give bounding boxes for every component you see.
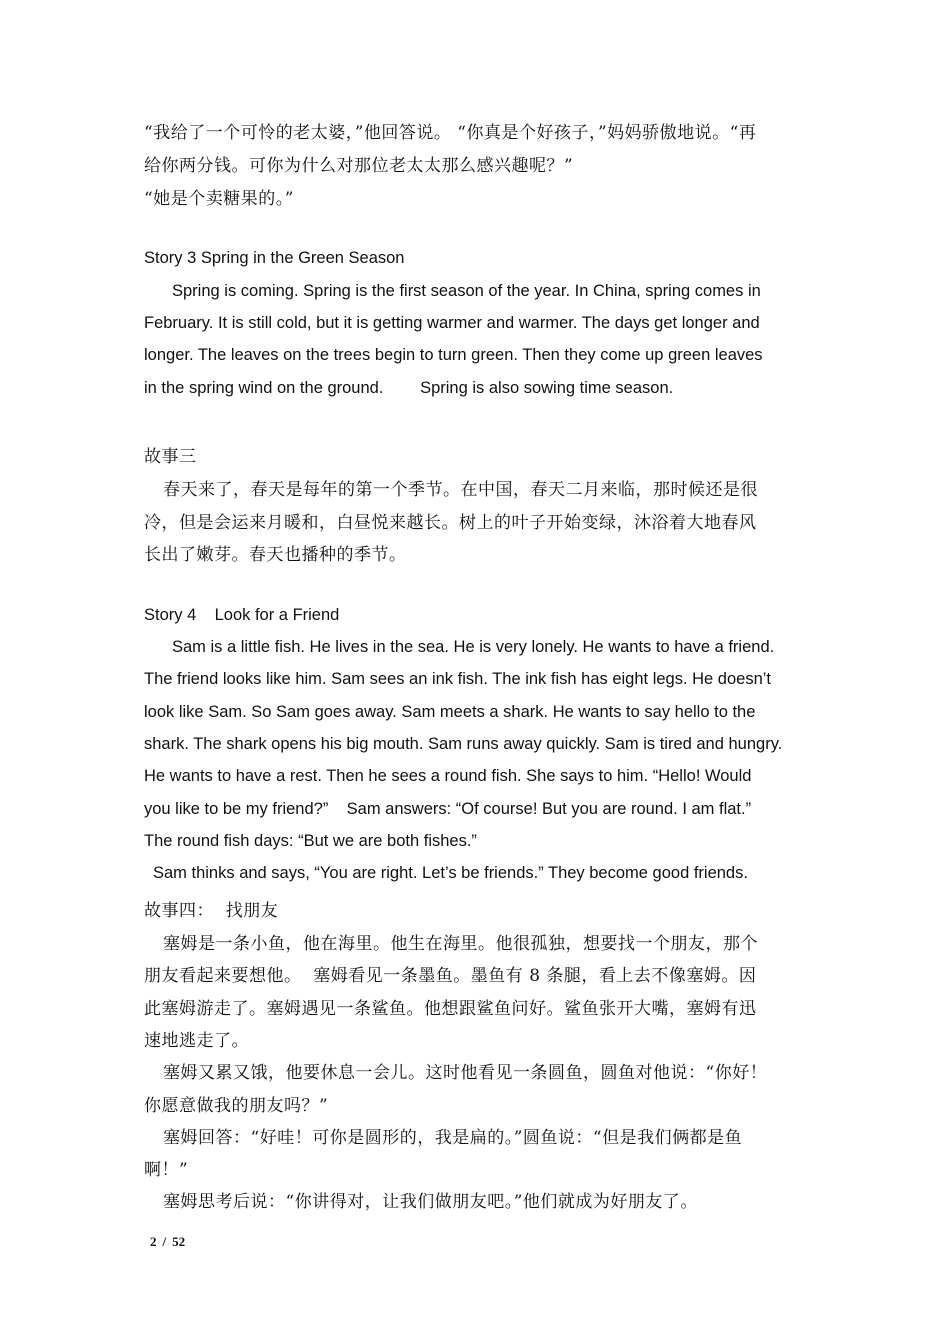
- story3-cn-line: 冷，但是会运来月暖和，白昼悦来越长。树上的叶子开始变绿，沐浴着大地春风: [144, 513, 757, 533]
- story4-cn-line: 塞姆又累又饿，他要休息一会儿。这时他看见一条圆鱼，圆鱼对他说：“你好！: [163, 1063, 768, 1083]
- story3-cn-line: 长出了嫩芽。春天也播种的季节。: [144, 545, 407, 565]
- story4-cn-line: 此塞姆游走了。塞姆遇见一条鲨鱼。他想跟鲨鱼问好。鲨鱼张开大嘴，塞姆有迅: [144, 999, 757, 1019]
- story3-cn-line: 春天来了，春天是每年的第一个季节。在中国，春天二月来临，那时候还是很: [163, 480, 758, 500]
- story2-cn-line: “她是个卖糖果的。”: [144, 189, 294, 209]
- story4-cn-line: 塞姆思考后说：“你讲得对，让我们做朋友吧。”他们就成为好朋友了。: [163, 1192, 698, 1212]
- story3-en-title: Story 3 Spring in the Green Season: [144, 249, 405, 267]
- story3-en-line: in the spring wind on the ground. Spring is also sowing time season.: [144, 379, 674, 397]
- story3-en-line: Spring is coming. Spring is the first season of the year. In China, spring comes in: [172, 282, 761, 300]
- story3-cn-title: 故事三: [144, 447, 197, 467]
- story4-en-line: look like Sam. So Sam goes away. Sam meets a shark. He wants to say hello to the: [144, 703, 756, 721]
- story4-en-line: He wants to have a rest. Then he sees a round fish. She says to him. “Hello! Would: [144, 767, 752, 785]
- story4-cn-line: 朋友看起来要想他。 塞姆看见一条墨鱼。墨鱼有 8 条腿，看上去不像塞姆。因: [144, 966, 757, 986]
- page-current: 2: [150, 1234, 157, 1249]
- story4-en-line: you like to be my friend?” Sam answers: “Of course! But you are round. I am flat.”: [144, 800, 752, 818]
- story2-cn-line: 给你两分钱。可你为什么对那位老太太那么感兴趣呢？”: [144, 156, 574, 176]
- story4-en-line: The round fish days: “But we are both fishes.”: [144, 832, 477, 850]
- story3-en-line: February. It is still cold, but it is getting warmer and warmer. The days get longer and: [144, 314, 760, 332]
- story4-cn-title: 故事四： 找朋友: [144, 901, 279, 921]
- page-number: [150, 1234, 191, 1250]
- story4-cn-line: 你愿意做我的朋友吗？”: [144, 1096, 329, 1116]
- story4-cn-line: 塞姆是一条小鱼，他在海里。他生在海里。他很孤独，想要找一个朋友，那个: [163, 934, 758, 954]
- story4-en-line: The friend looks like him. Sam sees an ink fish. The ink fish has eight legs. He doesn’t: [144, 670, 772, 688]
- page-total: 52: [172, 1234, 186, 1249]
- story4-en-line: shark. The shark opens his big mouth. Sam runs away quickly. Sam is tired and hungry.: [144, 735, 783, 753]
- story4-en-title: Story 4 Look for a Friend: [144, 606, 340, 624]
- story4-cn-line: 塞姆回答：“好哇！可你是圆形的，我是扁的。”圆鱼说：“但是我们俩都是鱼: [163, 1128, 743, 1148]
- story4-en-line: Sam is a little fish. He lives in the sea. He is very lonely. He wants to have a friend.: [172, 638, 775, 656]
- story3-en-line: longer. The leaves on the trees begin to turn green. Then they come up green leaves: [144, 346, 763, 364]
- page-separator: /: [162, 1234, 167, 1249]
- story2-cn-line: “我给了一个可怜的老太婆，”他回答说。 “你真是个好孩子，”妈妈骄傲地说。“再: [144, 123, 757, 143]
- story4-cn-line: 啊！”: [144, 1160, 189, 1180]
- story4-cn-line: 速地逃走了。: [144, 1031, 249, 1051]
- story4-en-line: Sam thinks and says, “You are right. Let’s be friends.” They become good friends.: [153, 864, 748, 882]
